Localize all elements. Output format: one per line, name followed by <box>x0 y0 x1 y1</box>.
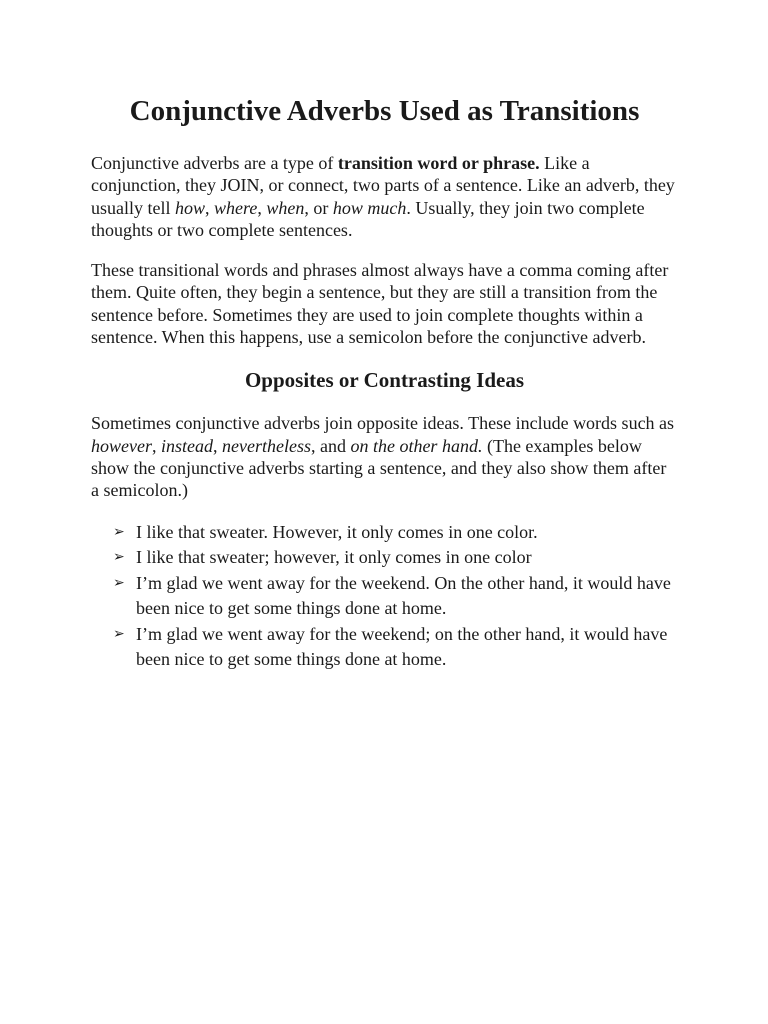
intro-paragraph <box>91 152 678 241</box>
example-text: I’m glad we went away for the weekend. On the other hand, it would have been nice to get some things done at home. <box>136 572 671 619</box>
comma-rule-paragraph: These transitional words and phrases almost always have a comma coming after them. Quite often, they begin a sentence, but they are still a transition from the sentence before. Sometimes they are used to join complete thoughts within a sentence. When this happens, use a semicolon before the conjunctive adverb. <box>91 260 669 348</box>
text-run: , <box>257 197 267 218</box>
arrowhead-bullet-icon: ➢ <box>113 549 125 566</box>
text-run: , or <box>304 197 333 218</box>
text-run: Like a conjunction, they JOIN, or connect, two parts of a sentence. Like an adverb, they usually tell <box>91 153 675 218</box>
example-item <box>113 520 678 546</box>
text-run: Sometimes conjunctive adverbs join opposite ideas. These include words such as <box>91 413 675 434</box>
text-run: (The examples below show the conjunctive adverbs starting a sentence, and they also show them after a semicolon.) <box>91 435 667 501</box>
arrowhead-bullet-icon: ➢ <box>113 523 125 540</box>
text-run: , and <box>310 435 351 456</box>
text-run: , <box>212 435 222 456</box>
example-text: I like that sweater; however, it only comes in one color <box>136 547 532 568</box>
italic-term: nevertheless <box>221 435 311 456</box>
arrowhead-bullet-icon: ➢ <box>113 574 125 591</box>
italic-term: how much <box>332 197 407 218</box>
italic-term: however <box>91 435 152 456</box>
opposites-paragraph <box>91 412 678 501</box>
example-item <box>113 571 678 622</box>
document-title: Conjunctive Adverbs Used as Transitions <box>129 95 640 127</box>
text-run: , <box>205 197 215 218</box>
text-run: , <box>151 435 161 456</box>
italic-term: how <box>175 197 206 218</box>
text-run: Conjunctive adverbs are a type of <box>91 153 338 173</box>
examples-list <box>91 520 678 673</box>
text-run: . Usually, they join two complete thoughts or two complete sentences. <box>91 197 645 240</box>
example-text: I like that sweater. However, it only comes in one color. <box>136 521 538 542</box>
example-text: I’m glad we went away for the weekend; on the other hand, it would have been nice to get some things done at home. <box>136 623 668 670</box>
italic-term: instead <box>160 435 213 456</box>
italic-term: where <box>214 197 258 218</box>
italic-term: when <box>266 197 305 218</box>
example-item <box>113 545 678 571</box>
bold-term: transition word or phrase. <box>337 153 540 173</box>
arrowhead-bullet-icon: ➢ <box>113 625 125 642</box>
italic-term: on the other hand. <box>350 435 483 456</box>
example-item <box>113 622 678 673</box>
section-heading: Opposites or Contrasting Ideas <box>244 368 525 393</box>
